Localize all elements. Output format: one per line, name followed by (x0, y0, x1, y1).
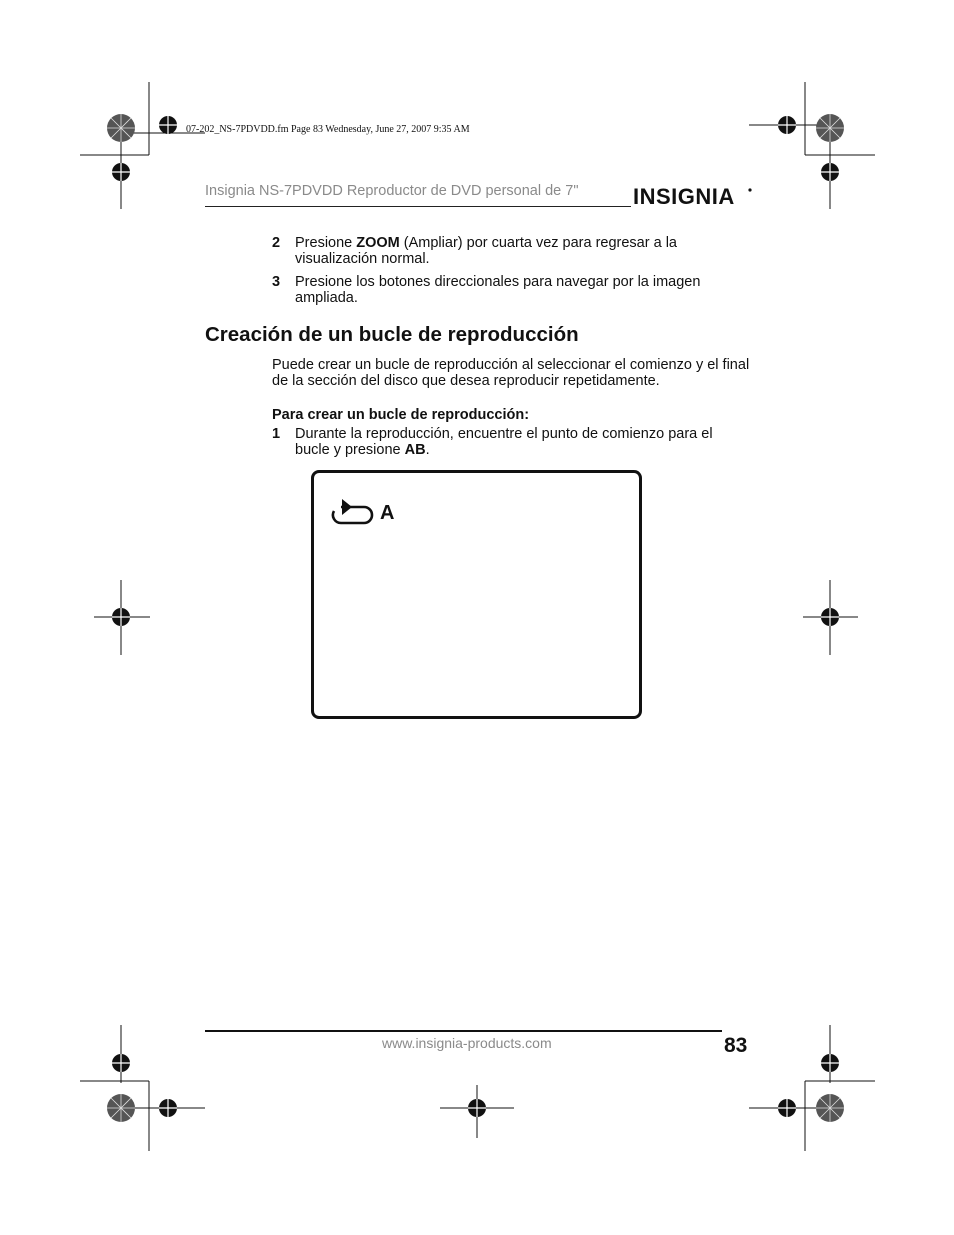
logo-text: INSIGNIA (633, 184, 735, 209)
step-text (295, 235, 745, 267)
repeat-icon (328, 495, 380, 529)
footer-url: www.insignia-products.com (382, 1035, 552, 1051)
step-text-post: (Ampliar) por cuarta vez para regresar a la visualización normal. (295, 235, 677, 267)
step-text-pre: Presione (295, 235, 357, 251)
screen-illustration (311, 470, 642, 719)
footer-rule (205, 1030, 722, 1032)
section-paragraph: Puede crear un bucle de reproducción al seleccionar el comienzo y el final de la sección del disco que desea reproducir repetidamente. (272, 357, 750, 389)
page-number: 83 (724, 1034, 748, 1057)
header-rule (205, 206, 631, 207)
loop-point-label: A (380, 502, 395, 524)
header-title: Insignia NS-7PDVDD Reproductor de DVD personal de 7" (205, 183, 579, 199)
procedure-heading: Para crear un bucle de reproducción: (272, 407, 530, 423)
step-text: Presione los botones direccionales para navegar por la imagen ampliada. (295, 274, 701, 306)
step-text-pre: Durante la reproducción, encuentre el punto de comienzo para el bucle y presione (295, 426, 713, 458)
step-text (295, 426, 745, 458)
step-keyword: AB (404, 442, 426, 458)
step-number: 1 (272, 426, 281, 442)
section-heading: Creación de un bucle de reproducción (205, 323, 579, 346)
print-slug: 07-202_NS-7PDVDD.fm Page 83 Wednesday, June 27, 2007 9:35 AM (186, 124, 470, 135)
step-text-post: . (425, 442, 430, 458)
step-number: 3 (272, 274, 281, 290)
insignia-logo (633, 182, 753, 212)
step-number: 2 (272, 235, 281, 251)
step-keyword: ZOOM (356, 235, 400, 251)
